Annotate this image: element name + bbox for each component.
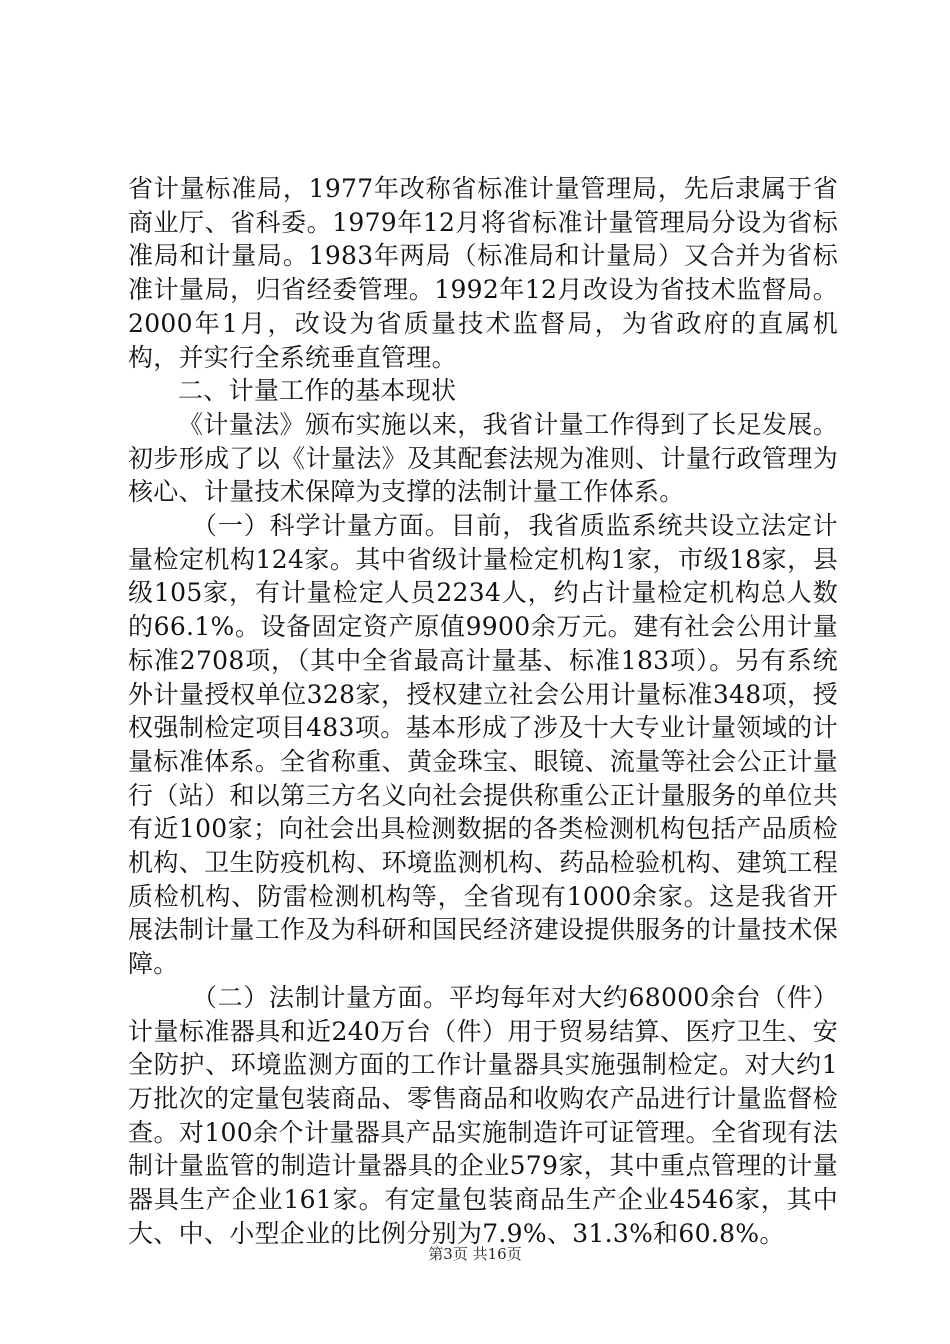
document-body <box>128 172 838 1251</box>
paragraph-intro: 《计量法》颁布实施以来，我省计量工作得到了长足发展。初步形成了以《计量法》及其配套法规为准则、计量行政管理为核心、计量技术保障为支撑的法制计量工作体系。 <box>128 409 838 507</box>
section-heading: 二、计量工作的基本现状 <box>178 376 457 406</box>
paragraph-legal-metrology: （二）法制计量方面。平均每年对大约68000余台（件）计量标准器具和近240万台（件）用于贸易结算、医疗卫生、安全防护、环境监测方面的工作计量器具实施强制检定。对大约1万批次的定量包装商品、零售商品和收购农产品进行计量监督检查。对100余个计量器具产品实施制造许可证管理。全省现有法制计量监管的制造计量器具的企业579家，其中重点管理的计量器具生产企业161家。有定量包装商品生产企业4546家，其中大、中、小型企业的比例分别为7.9%、31.3%和60.8%。 <box>128 982 838 1248</box>
page-number-footer: 第3页 共16页 <box>428 1245 522 1263</box>
paragraph-scientific-metrology: （一）科学计量方面。目前，我省质监系统共设立法定计量检定机构124家。其中省级计量检定机构1家，市级18家，县级105家，有计量检定人员2234人，约占计量检定机构总人数的66.1%。设备固定资产原值9900余万元。建有社会公用计量标准2708项，（其中全省最高计量基、标准183项）。另有系统外计量授权单位328家，授权建立社会公用计量标准348项，授权强制检定项目483项。基本形成了涉及十大专业计量领域的计量标准体系。全省称重、黄金珠宝、眼镜、流量等社会公正计量行（站）和以第三方名义向社会提供称重公正计量服务的单位共有近100家；向社会出具检测数据的各类检测机构包括产品质检机构、卫生防疫机构、环境监测机构、药品检验机构、建筑工程质检机构、防雷检测机构等，全省现有1000余家。这是我省开展法制计量工作及为科研和国民经济建设提供服务的计量技术保障。 <box>128 511 838 979</box>
paragraph-history: 省计量标准局，1977年改称省标准计量管理局，先后隶属于省商业厅、省科委。1979年12月将省标准计量管理局分设为省标准局和计量局。1983年两局（标准局和计量局）又合并为省标准计量局，归省经委管理。1992年12月改设为省技术监督局。2000年1月，改设为省质量技术监督局，为省政府的直属机构，并实行全系统垂直管理。 <box>128 174 838 372</box>
